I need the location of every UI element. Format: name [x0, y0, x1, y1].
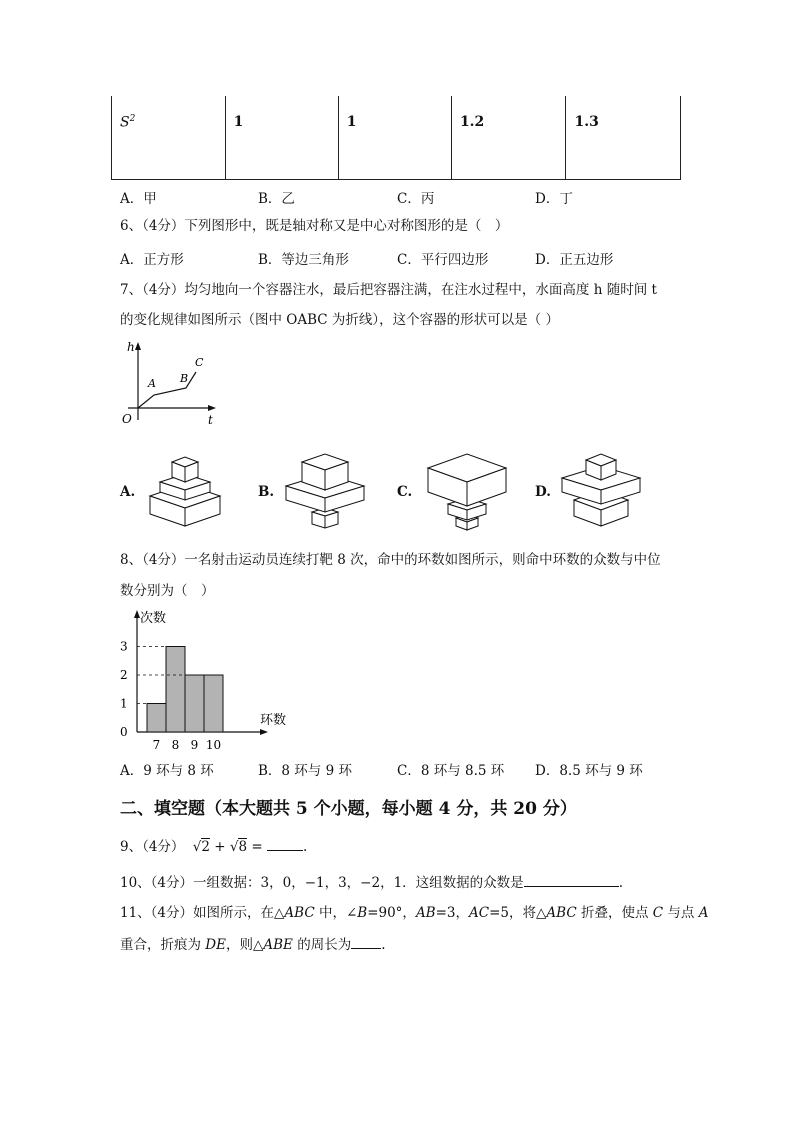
variance-table [111, 96, 681, 180]
table-cell-label: $S^2$ [112, 96, 226, 180]
q8-option-c[interactable]: C．8 环与 8.5 环 [397, 763, 505, 779]
x-tick-label: 9 [190, 738, 199, 752]
x-tick-label: 8 [171, 738, 180, 752]
chart-bar [147, 704, 166, 733]
q7-option-a-label[interactable]: A. [120, 484, 136, 500]
container-c-icon [422, 446, 512, 534]
q8-option-a[interactable]: A．9 环与 8 环 [120, 763, 214, 779]
chart-ylabel: 次数 [140, 611, 167, 626]
q6-stem: 6、（4分）下列图形中，既是轴对称又是中心对称图形的是（ ） [120, 218, 509, 234]
y-tick-label: 3 [120, 639, 128, 654]
q11-stem-line2: 重合，折痕为 DE，则△ABE 的周长为 . [120, 934, 386, 955]
axis-label-t: t [208, 413, 213, 427]
point-label-b: B [180, 372, 189, 385]
ring-count-bar-chart [112, 606, 292, 754]
q6-option-a[interactable]: A．正方形 [120, 252, 184, 268]
q6-option-b[interactable]: B．等边三角形 [258, 252, 349, 268]
container-b-icon [280, 448, 370, 533]
y-tick-label: 2 [120, 668, 128, 682]
water-height-graph [116, 338, 226, 430]
table-row [112, 96, 681, 180]
x-tick-label: 7 [152, 738, 161, 752]
q9-stem: 9、（4分） √2 + √8 = . [120, 836, 307, 857]
origin-label: O [122, 412, 132, 426]
container-a-icon [140, 448, 230, 533]
point-label-c: C [195, 356, 204, 369]
q6-option-d[interactable]: D．正五边形 [535, 252, 614, 268]
q7-option-c-label[interactable]: C. [397, 484, 413, 500]
table-cell-value: 1 [225, 96, 338, 180]
q5-option-d[interactable]: D．丁 [535, 191, 573, 207]
q8-option-d[interactable]: D．8.5 环与 9 环 [535, 763, 643, 779]
sqrt-expr: √8 [229, 839, 248, 855]
chart-bar [166, 647, 185, 733]
answer-blank[interactable] [267, 836, 303, 851]
q6-option-c[interactable]: C．平行四边形 [397, 252, 489, 268]
q8-stem-line2: 数分别为（ ） [120, 583, 215, 599]
chart-bar [204, 675, 223, 732]
q7-stem-line1: 7、（4分）均匀地向一个容器注水，最后把容器注满，在注水过程中，水面高度 h 随时间 t [120, 282, 657, 298]
q8-option-b[interactable]: B．8 环与 9 环 [258, 763, 352, 779]
sqrt-expr: √2 [192, 839, 210, 855]
section-title: 二、填空题（本大题共 5 个小题，每小题 4 分，共 20 分） [120, 799, 577, 819]
table-cell-value: 1 [338, 96, 451, 180]
q11-stem-line1: 11、（4分）如图所示，在△ABC 中，∠B=90°，AB=3，AC=5，将△ABC 折叠，使点 C 与点 A [120, 905, 709, 921]
answer-blank[interactable] [524, 872, 619, 887]
y-tick-label: 1 [120, 696, 128, 711]
table-cell-value: 1.2 [451, 96, 566, 180]
answer-blank[interactable] [351, 934, 381, 949]
y-tick-label: 0 [120, 725, 128, 739]
q8-stem-line1: 8、（4分）一名射击运动员连续打靶 8 次，命中的环数如图所示，则命中环数的众数与中位 [120, 552, 661, 568]
container-d-icon [556, 448, 646, 533]
q5-option-c[interactable]: C．丙 [397, 191, 435, 207]
q7-stem-line2: 的变化规律如图所示（图中 OABC 为折线），这个容器的形状可以是（ ） [120, 312, 559, 328]
q7-option-b-label[interactable]: B. [258, 484, 275, 500]
table-cell-value: 1.3 [566, 96, 681, 180]
q5-option-a[interactable]: A．甲 [120, 191, 157, 207]
axis-label-h: h [127, 340, 135, 354]
chart-bar [185, 675, 204, 732]
x-tick-label: 10 [205, 738, 222, 752]
q5-option-b[interactable]: B．乙 [258, 191, 295, 207]
chart-xlabel: 环数 [260, 713, 287, 728]
point-label-a: A [148, 377, 156, 390]
q10-stem: 10、（4分）一组数据：3，0，−1，3，−2，1．这组数据的众数是 . [120, 872, 623, 893]
q7-option-d-label[interactable]: D. [535, 484, 551, 500]
